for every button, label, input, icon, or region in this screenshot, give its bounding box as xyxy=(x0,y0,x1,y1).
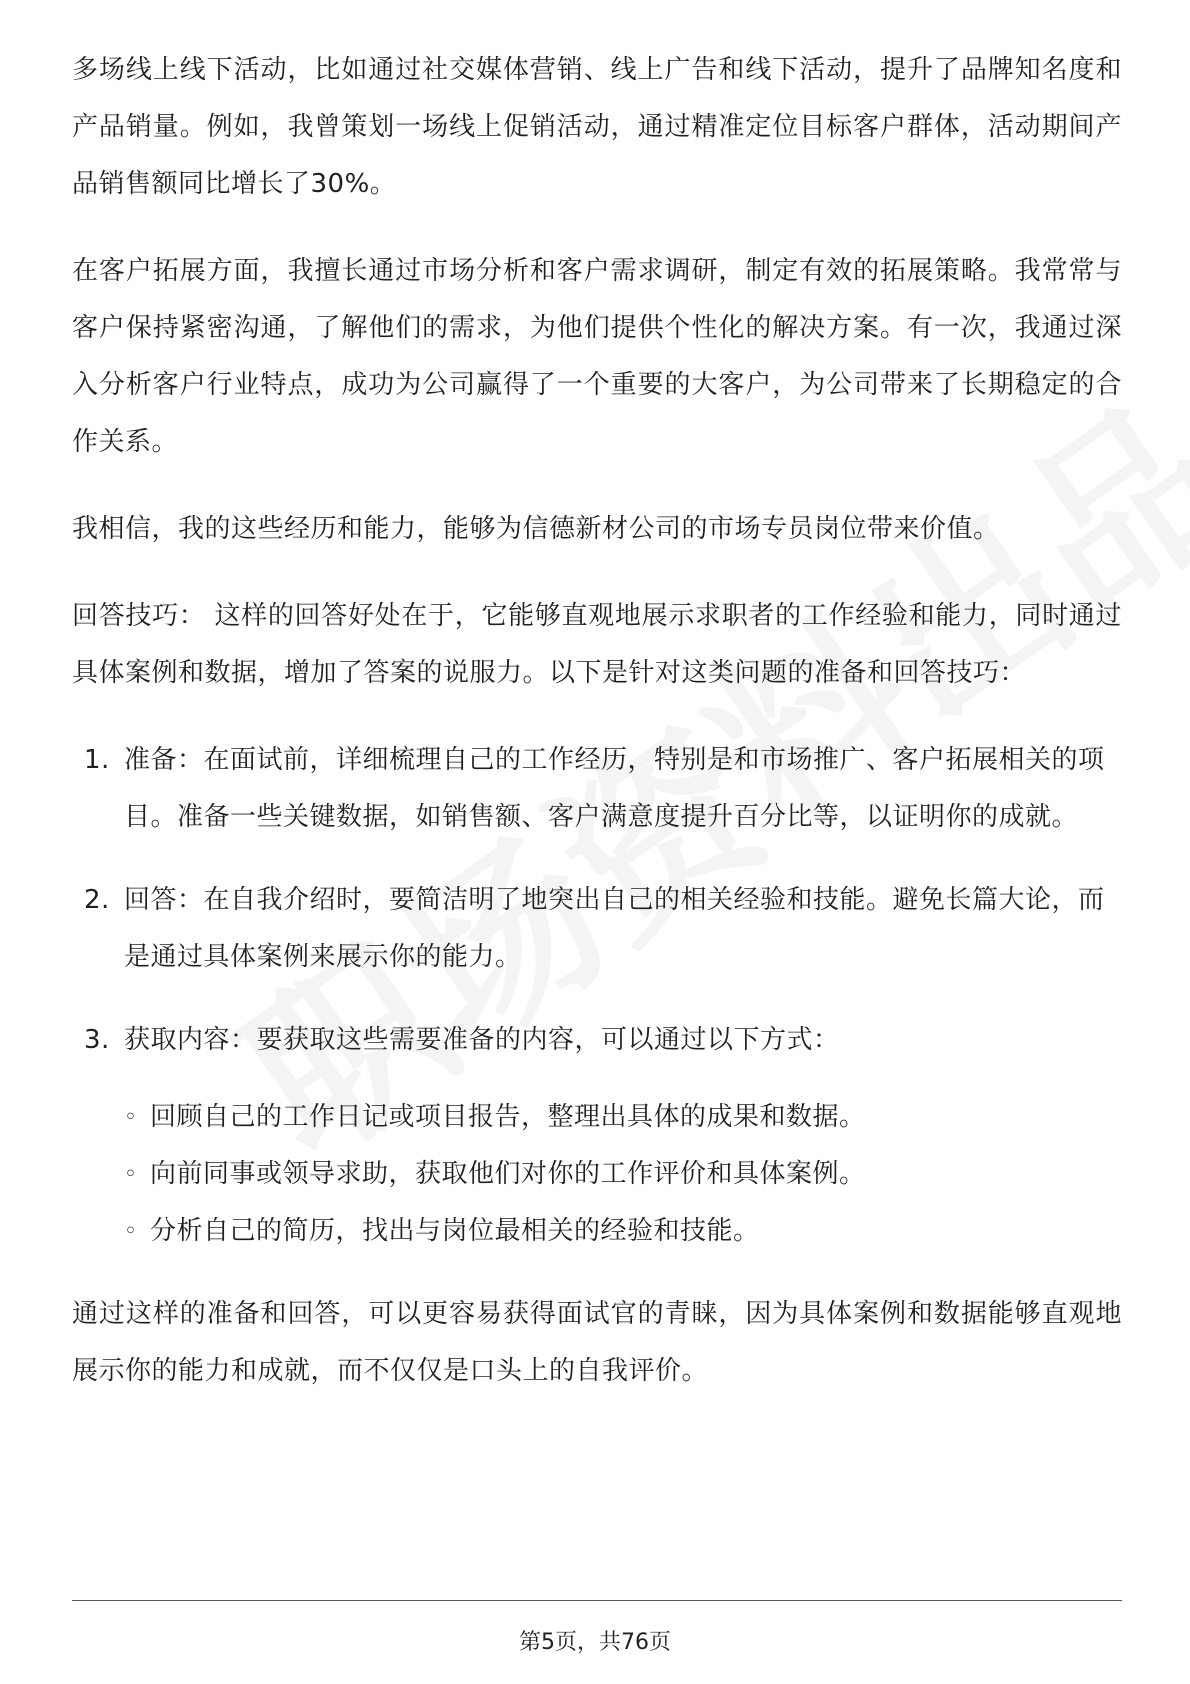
sub-list xyxy=(124,1089,1122,1260)
bullet-icon: ◦ xyxy=(124,1105,138,1130)
list-item xyxy=(72,872,1122,986)
closing-paragraph: 通过这样的准备和回答，可以更容易获得面试官的青睐，因为具体案例和数据能够直观地展示你的能力和成就，而不仅仅是口头上的自我评价。 xyxy=(72,1299,1122,1386)
paragraph: 我相信，我的这些经历和能力，能够为信德新材公司的市场专员岗位带来价值。 xyxy=(72,514,1000,544)
sub-list-item-text: 分析自己的简历，找出与岗位最相关的经验和技能。 xyxy=(150,1216,760,1246)
list-number: 3. xyxy=(84,1025,110,1055)
sub-list-item xyxy=(124,1089,1122,1146)
footer-divider xyxy=(72,1600,1122,1601)
paragraph: 在客户拓展方面，我擅长通过市场分析和客户需求调研，制定有效的拓展策略。我常常与客户保持紧密沟通，了解他们的需求，为他们提供个性化的解决方案。有一次，我通过深入分析客户行业特点，成功为公司赢得了一个重要的大客户，为公司带来了长期稳定的合作关系。 xyxy=(72,256,1122,457)
bullet-icon: ◦ xyxy=(124,1162,138,1187)
document-body xyxy=(72,42,1122,1430)
list-item-text: 回答：在自我介绍时，要简洁明了地突出自己的相关经验和技能。避免长篇大论，而是通过具体案例来展示你的能力。 xyxy=(124,885,1105,972)
sub-list-item-text: 回顾自己的工作日记或项目报告，整理出具体的成果和数据。 xyxy=(150,1102,866,1132)
paragraph: 多场线上线下活动，比如通过社交媒体营销、线上广告和线下活动，提升了品牌知名度和产品销量。例如，我曾策划一场线上促销活动，通过精准定位目标客户群体，活动期间产品销售额同比增长了30%。 xyxy=(72,55,1122,199)
tips-list xyxy=(72,732,1122,1260)
list-item xyxy=(72,1012,1122,1260)
sub-list-item xyxy=(124,1146,1122,1203)
list-number: 1. xyxy=(84,745,110,775)
list-item-text: 准备：在面试前，详细梳理自己的工作经历，特别是和市场推广、客户拓展相关的项目。准备一些关键数据，如销售额、客户满意度提升百分比等，以证明你的成就。 xyxy=(124,745,1105,832)
bullet-icon: ◦ xyxy=(124,1219,138,1244)
sub-list-item xyxy=(124,1203,1122,1260)
sub-list-item-text: 向前同事或领导求助，获取他们对你的工作评价和具体案例。 xyxy=(150,1159,866,1189)
list-item xyxy=(72,732,1122,846)
list-item-text: 获取内容：要获取这些需要准备的内容，可以通过以下方式： xyxy=(124,1025,840,1055)
tips-intro-paragraph: 回答技巧： 这样的回答好处在于，它能够直观地展示求职者的工作经验和能力，同时通过具体案例和数据，增加了答案的说服力。以下是针对这类问题的准备和回答技巧： xyxy=(72,601,1122,688)
list-number: 2. xyxy=(84,885,110,915)
page-number: 第5页，共76页 xyxy=(519,1630,671,1655)
